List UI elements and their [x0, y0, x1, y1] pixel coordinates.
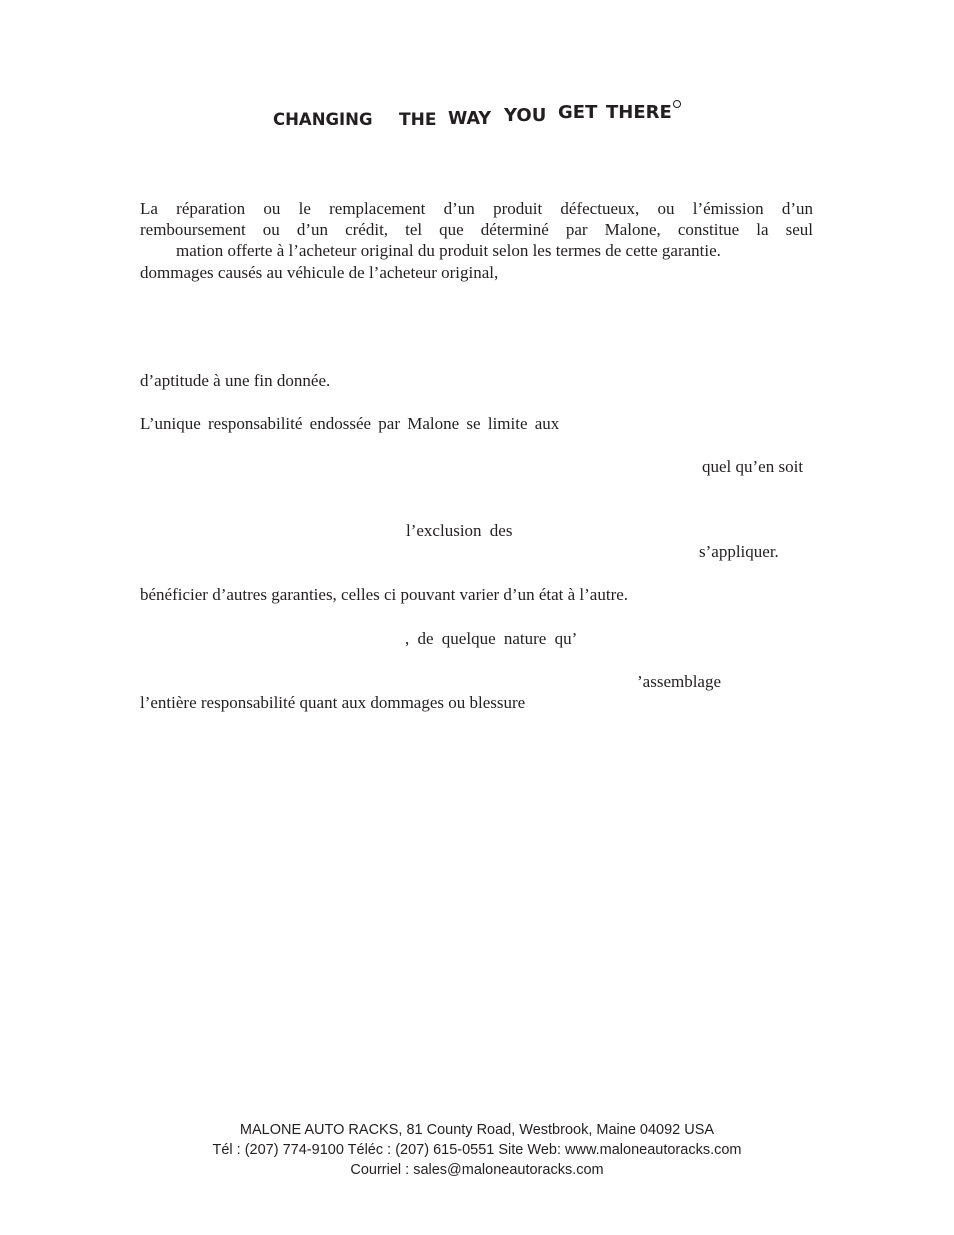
slogan-graphic	[273, 100, 693, 136]
footer-phone-fax-web: Tél : (207) 774-9100 Téléc : (207) 615-0551 Site Web: www.maloneautoracks.com	[212, 1142, 742, 1158]
footer-email: Courriel : sales@maloneautoracks.com	[350, 1162, 604, 1178]
slogan-word-the: THE	[399, 110, 437, 130]
slogan-logo	[273, 100, 693, 136]
paragraph-line-12: ’assemblage	[637, 672, 722, 691]
paragraph-line-1: La réparation ou le remplacement d’un produit défectueux, ou l’émission d’un	[140, 199, 813, 218]
paragraph-line-5: d’aptitude à une fin donnée.	[140, 371, 331, 390]
paragraph-line-3: mation offerte à l’acheteur original du produit selon les termes de cette garantie.	[176, 241, 721, 260]
paragraph-line-4: dommages causés au véhicule de l’acheteur original,	[140, 263, 499, 282]
slogan-word-way: WAY	[448, 109, 492, 129]
slogan-word-you: YOU	[504, 105, 547, 126]
paragraph-line-8: l’exclusion des	[406, 521, 513, 540]
paragraph-line-13: l’entière responsabilité quant aux dommages ou blessure	[140, 693, 526, 712]
paragraph-line-6: L’unique responsabilité endossée par Malone se limite aux	[140, 414, 560, 433]
paragraph-line-2: remboursement ou d’un crédit, tel que déterminé par Malone, constitue la seul	[140, 220, 813, 239]
slogan-word-changing: CHANGING	[273, 110, 373, 129]
slogan-word-there: THERE	[606, 102, 672, 123]
footer-company-address: MALONE AUTO RACKS, 81 County Road, Westbrook, Maine 04092 USA	[239, 1122, 715, 1138]
paragraph-line-11: , de quelque nature qu’	[405, 629, 578, 648]
slogan-word-get: GET	[558, 102, 598, 123]
paragraph-line-9: s’appliquer.	[699, 542, 779, 561]
registered-circle-icon	[674, 101, 681, 108]
paragraph-line-10: bénéficier d’autres garanties, celles ci pouvant varier d’un état à l’autre.	[140, 585, 629, 604]
paragraph-line-7: quel qu’en soit	[702, 457, 804, 476]
